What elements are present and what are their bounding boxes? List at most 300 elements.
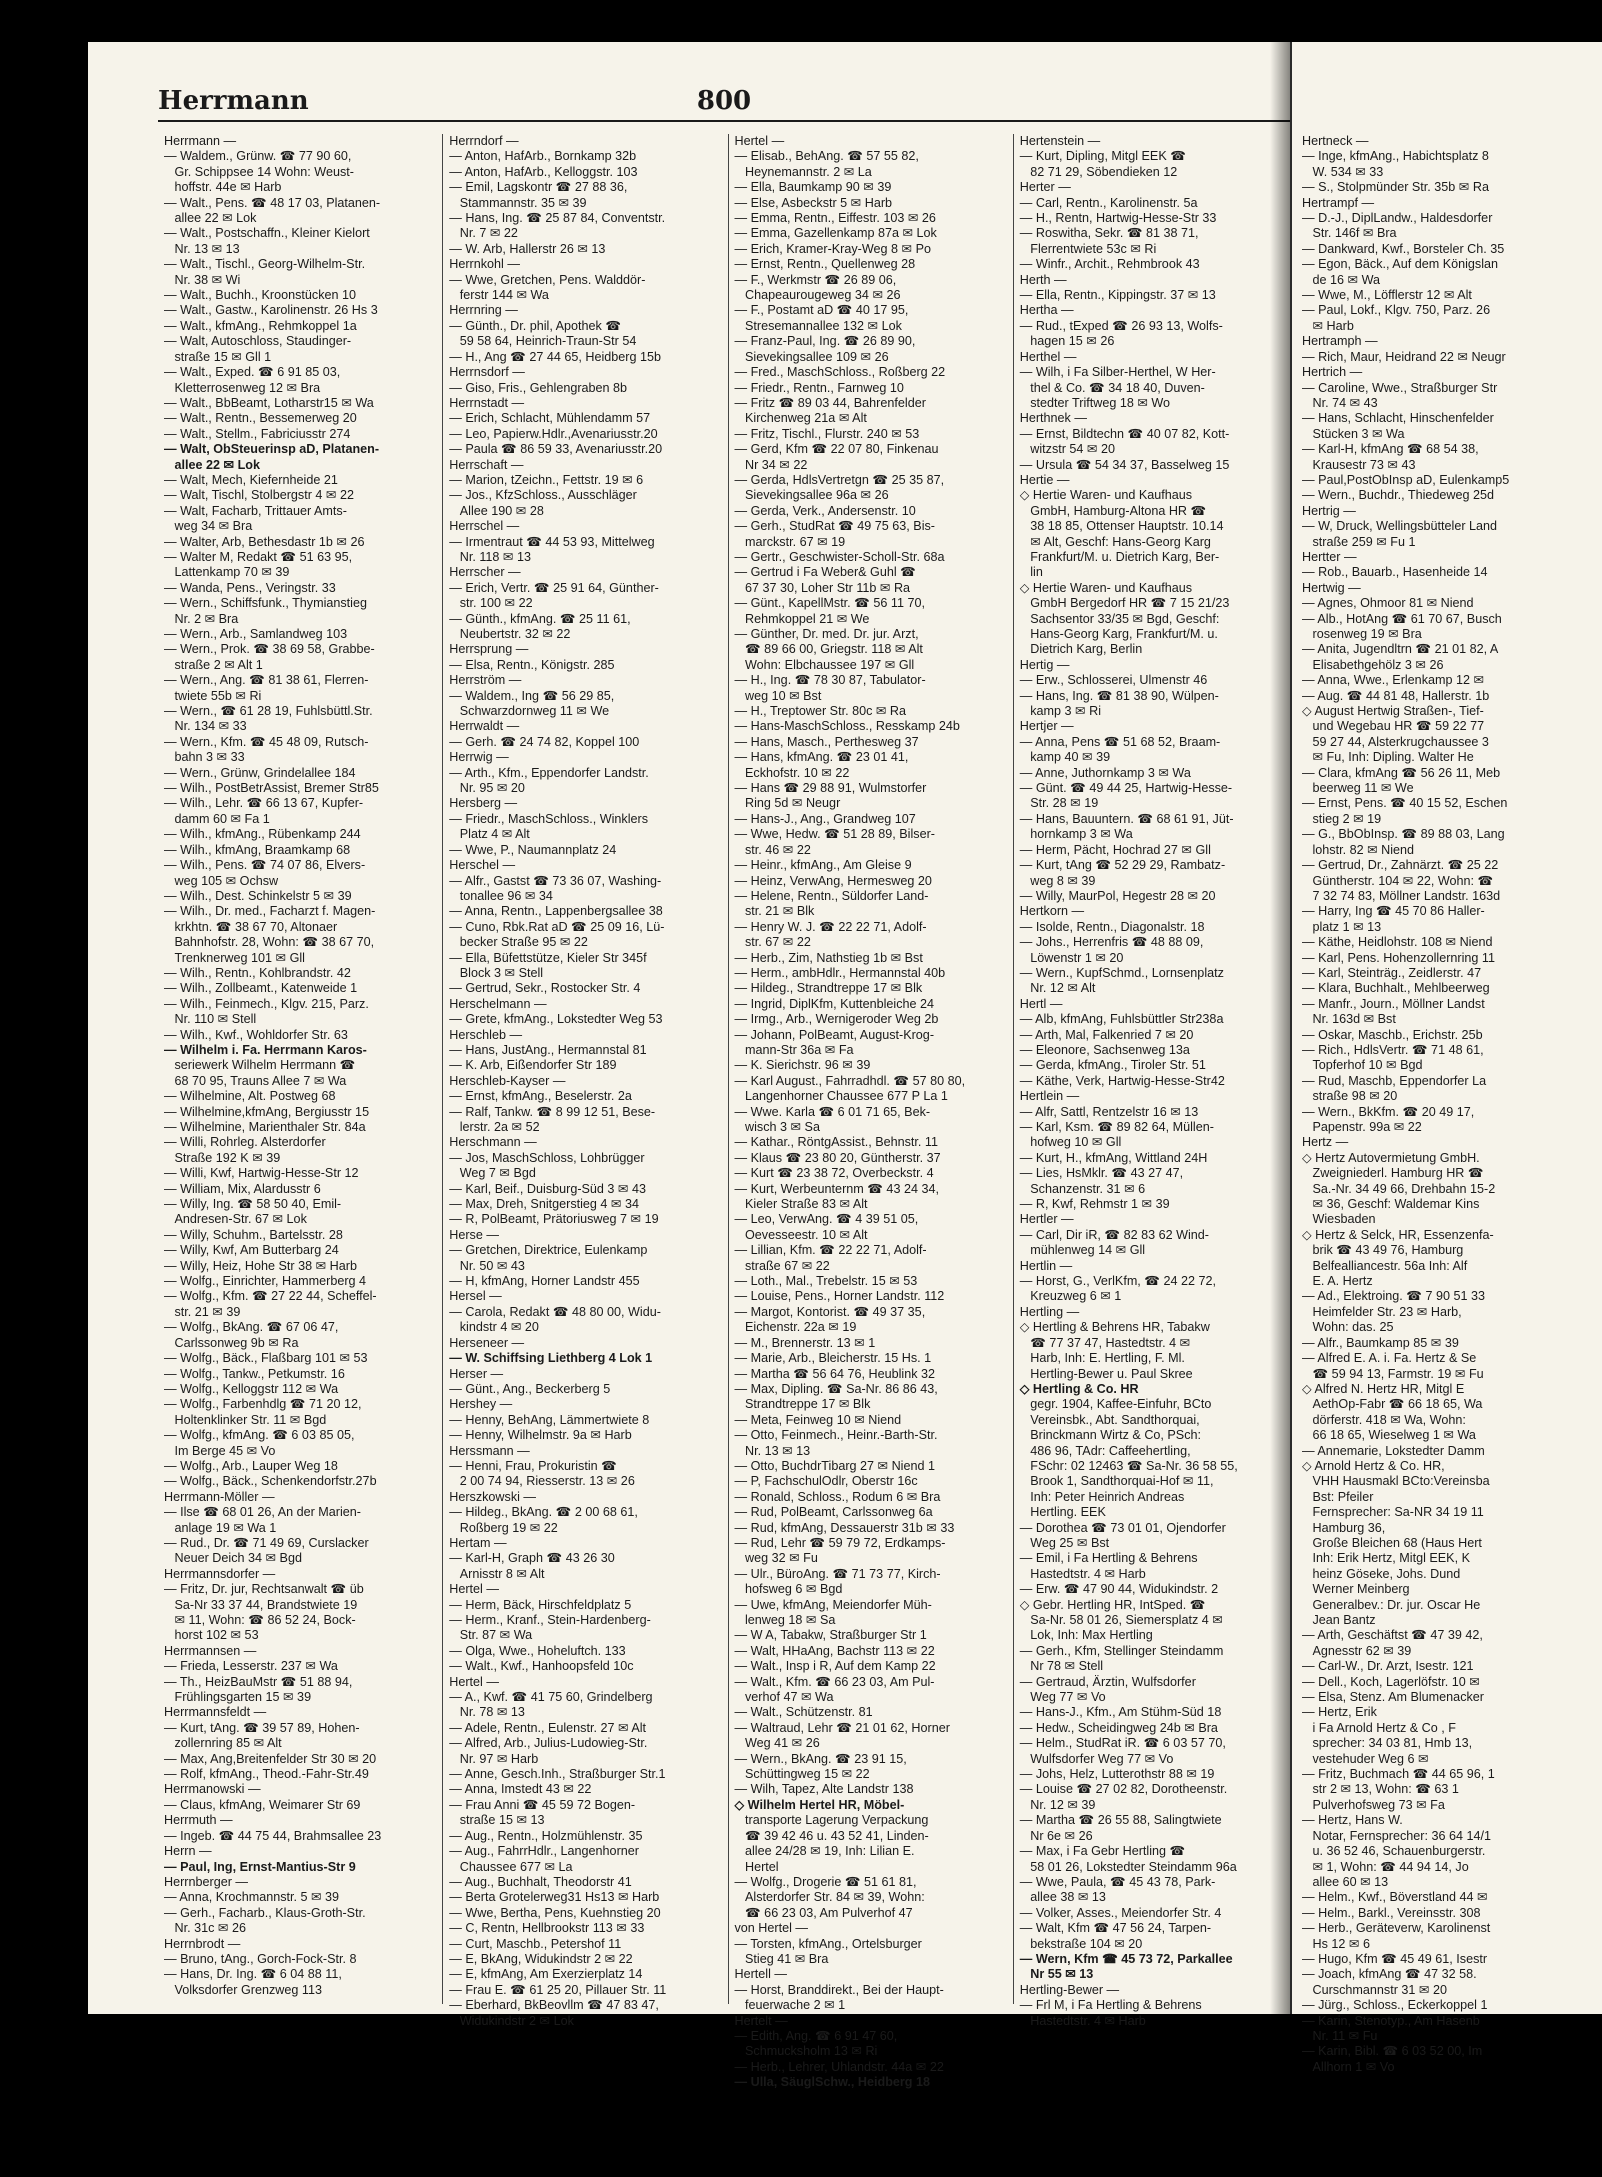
directory-entry: — Ella, Büfettstütze, Kieler Str 345f bbox=[449, 950, 647, 965]
directory-entry: — Gertrud, Sekr., Rostocker Str. 4 bbox=[449, 981, 641, 996]
facing-page-entry: straße 98 ✉ 20 bbox=[1302, 1089, 1398, 1104]
facing-page-entry: — Wern., BkKfm. ☎ 20 49 17, bbox=[1302, 1104, 1475, 1119]
directory-entry: ☎ 66 23 03, Am Pulverhof 47 bbox=[734, 1905, 913, 1920]
directory-entry: twiete 55b ✉ Ri bbox=[164, 688, 262, 703]
directory-entry: — R, Kwf, Rehmstr 1 ✉ 39 bbox=[1019, 1197, 1170, 1212]
directory-entry: — W A, Tabakw, Straßburger Str 1 bbox=[734, 1628, 927, 1643]
directory-entry: — Günt., Ang., Beckerberg 5 bbox=[449, 1381, 611, 1396]
directory-entry: — Carl, Rentn., Karolinenstr. 5a bbox=[1019, 195, 1198, 210]
facing-page-entry: Wiesbaden bbox=[1302, 1212, 1376, 1227]
directory-entry: Langenhorner Chaussee 677 P La 1 bbox=[734, 1089, 948, 1104]
directory-entry: — Herm, Pächt, Hochrad 27 ✉ Gll bbox=[1019, 842, 1211, 857]
directory-entry: — Henny, Wilhelmstr. 9a ✉ Harb bbox=[449, 1428, 632, 1443]
page-number: 800 bbox=[696, 86, 752, 116]
directory-entry: str. 21 ✉ Blk bbox=[734, 904, 815, 919]
directory-entry: — Wolfg., Bäck., Schenkendorfstr.27b bbox=[164, 1474, 377, 1489]
directory-entry: Herschelmann — bbox=[449, 996, 547, 1011]
directory-entry: — Helm., StudRat iR. ☎ 6 03 57 70, bbox=[1019, 1736, 1226, 1751]
directory-entry: becker Straße 95 ✉ 22 bbox=[449, 935, 588, 950]
directory-entry: Schwarzdornweg 11 ✉ We bbox=[449, 704, 610, 719]
directory-entry: Herrnberger — bbox=[164, 1874, 248, 1889]
facing-page-entry: — Egon, Bäck., Auf dem Königslan bbox=[1302, 257, 1499, 272]
directory-entry: — Günth., kfmAng. ☎ 25 11 61, bbox=[449, 611, 631, 626]
facing-page-entry: ◇ Hertz Autovermietung GmbH. bbox=[1302, 1150, 1480, 1165]
directory-entry: 486 96, TAdr: Caffeehertling, bbox=[1019, 1443, 1191, 1458]
directory-entry: lenweg 18 ✉ Sa bbox=[734, 1613, 836, 1627]
directory-entry: Herrschel — bbox=[449, 519, 520, 534]
directory-entry: — E, kfmAng, Am Exerzierplatz 14 bbox=[449, 1967, 643, 1982]
directory-entry: — Hildeg., BkAng. ☎ 2 00 68 61, bbox=[449, 1505, 638, 1520]
facing-page-entry: E. A. Hertz bbox=[1302, 1274, 1373, 1289]
directory-entry: Hertjer — bbox=[1019, 719, 1074, 734]
directory-entry: ferstr 144 ✉ Wa bbox=[449, 288, 549, 303]
directory-entry: weg 32 ✉ Fu bbox=[734, 1551, 818, 1566]
directory-entry: — F., Werkmstr ☎ 26 89 06, bbox=[734, 272, 897, 287]
directory-entry: — Wilh, i Fa Silber-Herthel, W Her- bbox=[1019, 365, 1216, 380]
facing-page-entry: ✉ Harb bbox=[1302, 318, 1354, 333]
directory-entry: — Ronald, Schloss., Rodum 6 ✉ Bra bbox=[734, 1489, 941, 1504]
directory-entry: Herthel — bbox=[1019, 349, 1077, 364]
directory-entry: — H., Ang ☎ 27 44 65, Heidberg 15b bbox=[449, 349, 661, 364]
directory-entry: — Rud, PolBeamt, Carlssonweg 6a bbox=[734, 1505, 933, 1520]
facing-page-entry: Große Bleichen 68 (Haus Hert bbox=[1302, 1535, 1482, 1550]
directory-entry: — Otto, BuchdrTibarg 27 ✉ Niend 1 bbox=[734, 1458, 935, 1473]
facing-page-entry: Nr. 11 ✉ Fu bbox=[1302, 2028, 1378, 2043]
directory-entry: — Wwe, Gretchen, Pens. Walddör- bbox=[449, 272, 646, 287]
directory-entry: Kletterrosenweg 12 ✉ Bra bbox=[164, 380, 321, 395]
directory-entry: Herrmann — bbox=[164, 134, 237, 148]
directory-entry: — Franz-Paul, Ing. ☎ 26 89 90, bbox=[734, 334, 916, 349]
directory-entry: — Wilh., kfmAng., Rübenkamp 244 bbox=[164, 827, 361, 842]
directory-entry: — R, PolBeamt, Prätoriusweg 7 ✉ 19 bbox=[449, 1212, 659, 1227]
directory-page bbox=[88, 42, 1300, 2090]
facing-page-entry: — D.-J., DiplLandw., Haldesdorfer bbox=[1302, 211, 1493, 226]
facing-page-entry: stieg 2 ✉ 19 bbox=[1302, 811, 1382, 826]
directory-entry: Carlssonweg 9b ✉ Ra bbox=[164, 1335, 299, 1350]
running-head: Herrmann bbox=[158, 86, 309, 116]
directory-entry: — Wilhelmine, Alt. Postweg 68 bbox=[164, 1089, 336, 1104]
directory-entry: — Gerh. ☎ 24 74 82, Koppel 100 bbox=[449, 734, 640, 749]
directory-entry: — Kurt, tAng ☎ 52 29 29, Rambatz- bbox=[1019, 858, 1226, 873]
directory-entry: straße 67 ✉ 22 bbox=[734, 1258, 830, 1273]
directory-entry: — Ernst, Rentn., Quellenweg 28 bbox=[734, 257, 916, 272]
directory-entry: Gr. Schippsee 14 Wohn: Weust- bbox=[164, 164, 354, 179]
directory-entry: Löwenstr 1 ✉ 20 bbox=[1019, 950, 1124, 965]
directory-entry: Herrström — bbox=[449, 673, 522, 688]
directory-entry: — W. Schiffsing Liethberg 4 Lok 1 bbox=[449, 1351, 653, 1366]
directory-entry: Herrmuth — bbox=[164, 1813, 233, 1828]
directory-entry: Neuer Deich 34 ✉ Bgd bbox=[164, 1551, 302, 1566]
directory-entry: — Hans, JustAng., Hermannstal 81 bbox=[449, 1042, 647, 1057]
directory-entry: — Wern., BkAng. ☎ 23 91 15, bbox=[734, 1751, 907, 1766]
directory-entry: — Paul, Ing, Ernst-Mantius-Str 9 bbox=[164, 1859, 356, 1874]
directory-entry: Weg 7 ✉ Bgd bbox=[449, 1166, 536, 1181]
directory-entry: — Rud, kfmAng, Dessauerstr 31b ✉ 33 bbox=[734, 1520, 955, 1535]
facing-page-entry: i Fa Arnold Hertz & Co , F bbox=[1302, 1720, 1456, 1735]
facing-page-entry: — Käthe, Heidlohstr. 108 ✉ Niend bbox=[1302, 935, 1493, 950]
directory-entry: — Hans, Dr. Ing. ☎ 6 04 88 11, bbox=[164, 1967, 342, 1982]
directory-entry: anlage 19 ✉ Wa 1 bbox=[164, 1520, 277, 1535]
directory-entry: — Walt., Rentn., Bessemerweg 20 bbox=[164, 411, 357, 426]
directory-entry: Str. 87 ✉ Wa bbox=[449, 1628, 533, 1643]
directory-entry: Schanzenstr. 31 ✉ 6 bbox=[1019, 1181, 1146, 1196]
directory-entry: — Claus, kfmAng, Weimarer Str 69 bbox=[164, 1797, 361, 1812]
directory-entry: — Margot, Kontorist. ☎ 49 37 35, bbox=[734, 1304, 926, 1319]
directory-entry: Nr. 95 ✉ 20 bbox=[449, 781, 525, 796]
facing-page-entry: ✉ Fu, Inh: Dipling. Walter He bbox=[1302, 750, 1474, 765]
directory-entry: — Erich, Vertr. ☎ 25 91 64, Günther- bbox=[449, 580, 659, 595]
directory-entry: — Ernst, kfmAng., Beselerstr. 2a bbox=[449, 1089, 632, 1104]
directory-entry: feuerwache 2 ✉ 1 bbox=[734, 1998, 846, 2013]
directory-entry: Hertkorn — bbox=[1019, 904, 1085, 919]
directory-entry: — Torsten, kfmAng., Ortelsburger bbox=[734, 1936, 922, 1951]
directory-entry: — Walt., Kfm. ☎ 66 23 03, Am Pul- bbox=[734, 1674, 935, 1689]
directory-entry: allee 22 ✉ Lok bbox=[164, 211, 257, 226]
directory-entry: — Elsa, Rentn., Königstr. 285 bbox=[449, 657, 615, 672]
directory-entry: — Eleonore, Sachsenweg 13a bbox=[1019, 1042, 1190, 1057]
directory-entry: — Heinz, VerwAng, Hermesweg 20 bbox=[734, 873, 932, 888]
directory-entry: — Waldem., Ing ☎ 56 29 85, bbox=[449, 688, 615, 703]
directory-entry: — Wolfg., Tankw., Petkumstr. 16 bbox=[164, 1366, 345, 1381]
directory-entry: — Giso, Fris., Gehlengraben 8b bbox=[449, 380, 628, 395]
facing-page-entry: ☎ 59 94 13, Farmstr. 19 ✉ Fu bbox=[1302, 1366, 1484, 1381]
directory-entry: — Anton, HafArb., Kelloggstr. 103 bbox=[449, 164, 638, 179]
directory-entry: — Hedw., Scheidingweg 24b ✉ Bra bbox=[1019, 1720, 1218, 1735]
directory-entry: Herter — bbox=[1019, 180, 1071, 195]
directory-entry: — Kurt, Werbeunternm ☎ 43 24 34, bbox=[734, 1181, 939, 1196]
facing-page-entry: — Manfr., Journ., Möllner Landst bbox=[1302, 996, 1485, 1011]
directory-entry: Sievekingsallee 109 ✉ 26 bbox=[734, 349, 889, 364]
directory-entry: — Wolfg., Kelloggstr 112 ✉ Wa bbox=[164, 1381, 339, 1396]
directory-entry: — Karl August., Fahrradhdl. ☎ 57 80 80, bbox=[734, 1073, 966, 1088]
directory-entry: — Frau E. ☎ 61 25 20, Pillauer Str. 11 bbox=[449, 1982, 667, 1997]
directory-entry: — Alfr, Sattl, Rentzelstr 16 ✉ 13 bbox=[1019, 1104, 1199, 1119]
facing-page-entry: — Dankward, Kwf., Borsteler Ch. 35 bbox=[1302, 241, 1505, 256]
directory-entry: GmbH, Hamburg-Altona HR ☎ bbox=[1019, 503, 1207, 518]
directory-entry: Hertha — bbox=[1019, 303, 1074, 318]
directory-entry: — P, FachschulOdlr, Oberstr 16c bbox=[734, 1474, 918, 1489]
directory-entry: Herrmannsfeldt — bbox=[164, 1705, 267, 1720]
directory-entry: ◇ Hertling & Co. HR bbox=[1019, 1381, 1139, 1396]
facing-page-entry: straße 259 ✉ Fu 1 bbox=[1302, 534, 1416, 549]
directory-entry: Herrn — bbox=[164, 1844, 212, 1859]
facing-page-entry: Generalbev.: Dr. jur. Oscar He bbox=[1302, 1597, 1481, 1612]
directory-entry: — Hans ☎ 29 88 91, Wulmstorfer bbox=[734, 781, 927, 796]
facing-page-entry: — Fritz, Buchmach ☎ 44 65 96, 1 bbox=[1302, 1767, 1495, 1782]
directory-entry: Herrnkohl — bbox=[449, 257, 520, 272]
directory-entry: Schmucksholm 13 ✉ Ri bbox=[734, 2044, 878, 2059]
directory-entry: lin bbox=[1019, 565, 1043, 580]
directory-entry: — Ulla, SäuglSchw., Heidberg 18 bbox=[734, 2075, 930, 2090]
directory-entry: von Hertel — bbox=[734, 1921, 808, 1936]
directory-entry: — Aug., FahrrHdlr., Langenhorner bbox=[449, 1844, 639, 1859]
directory-entry: Wulfsdorfer Weg 77 ✉ Vo bbox=[1019, 1751, 1174, 1766]
directory-entry: hoffstr. 44e ✉ Harb bbox=[164, 180, 282, 195]
directory-entry: — Wern., Schiffsfunk., Thymianstieg bbox=[164, 596, 367, 611]
directory-entry: Hans-Georg Karg, Frankfurt/M. u. bbox=[1019, 627, 1218, 641]
directory-entry: — Roswitha, Sekr. ☎ 81 38 71, bbox=[1019, 226, 1199, 241]
directory-entry: — Walt, Autoschloss, Staudinger- bbox=[164, 334, 352, 349]
directory-entry: Herser — bbox=[449, 1366, 504, 1381]
directory-entry: Lok, Inh: Max Hertling bbox=[1019, 1628, 1153, 1643]
directory-entry: — Walt., kfmAng., Rehmkoppel 1a bbox=[164, 318, 357, 333]
directory-entry: — Gerd, Kfm ☎ 22 07 80, Finkenau bbox=[734, 442, 939, 457]
directory-entry: — Wwe, P., Naumannplatz 24 bbox=[449, 842, 617, 857]
facing-page-entry: ◇ Hertz & Selck, HR, Essenzenfa- bbox=[1302, 1227, 1494, 1242]
facing-page-entry: brik ☎ 43 49 76, Hamburg bbox=[1302, 1243, 1464, 1258]
directory-entry: — Wolfg., Kfm. ☎ 27 22 44, Scheffel- bbox=[164, 1289, 377, 1304]
facing-page-entry: Pulverhofsweg 73 ✉ Fa bbox=[1302, 1797, 1445, 1812]
directory-entry: Herrschaft — bbox=[449, 457, 524, 472]
directory-entry: — Rolf, kfmAng., Theod.-Fahr-Str.49 bbox=[164, 1767, 369, 1782]
directory-entry: Herrsprung — bbox=[449, 642, 529, 657]
directory-entry: Herschleb-Kayser — bbox=[449, 1073, 566, 1088]
directory-entry: — Waldem., Grünw. ☎ 77 90 60, bbox=[164, 149, 352, 164]
directory-entry: Nr 34 ✉ 22 bbox=[734, 457, 808, 472]
directory-entry: — Anne, Gesch.Inh., Straßburger Str.1 bbox=[449, 1767, 666, 1782]
directory-entry: — Hans, kfmAng. ☎ 23 01 41, bbox=[734, 750, 909, 765]
directory-entry: Nr 78 ✉ Stell bbox=[1019, 1659, 1104, 1674]
facing-page-entry: de 16 ✉ Wa bbox=[1302, 272, 1380, 287]
directory-entry: — Willy, Kwf, Am Butterbarg 24 bbox=[164, 1243, 339, 1258]
facing-page-entry: — Ad., Elektroing. ☎ 7 90 51 33 bbox=[1302, 1289, 1486, 1304]
directory-entry: — Martha ☎ 56 64 76, Heublink 32 bbox=[734, 1366, 936, 1381]
facing-page-fragment bbox=[1290, 42, 1602, 2074]
directory-entry: — Horst, G., VerlKfm, ☎ 24 22 72, bbox=[1019, 1274, 1217, 1289]
directory-entry: allee 38 ✉ 13 bbox=[1019, 1890, 1106, 1905]
facing-page-entry: W. 534 ✉ 33 bbox=[1302, 164, 1384, 179]
facing-page-entry: Hertz — bbox=[1302, 1135, 1349, 1150]
directory-entry: — Wolfg., Drogerie ☎ 51 61 81, bbox=[734, 1874, 917, 1889]
facing-page-entry: Allhorn 1 ✉ Vo bbox=[1302, 2059, 1395, 2074]
directory-entry: — Hans, Ing. ☎ 81 38 90, Wülpen- bbox=[1019, 688, 1219, 703]
facing-page-entry: — Wern., Buchdr., Thiedeweg 25d bbox=[1302, 488, 1495, 503]
directory-entry: — Leo, Papierw.Hdlr.,Avenariusstr.20 bbox=[449, 426, 658, 441]
directory-entry: Hertel — bbox=[449, 1674, 499, 1689]
directory-entry: — Ulr., BüroAng. ☎ 71 73 77, Kirch- bbox=[734, 1566, 941, 1581]
directory-entry: — Wilhelmine, Marienthaler Str. 84a bbox=[164, 1120, 366, 1134]
directory-entry: stedter Triftweg 18 ✉ Wo bbox=[1019, 395, 1171, 410]
facing-page-entry: Wohn: das. 25 bbox=[1302, 1320, 1394, 1335]
directory-entry: — Wilhelm i. Fa. Herrmann Karos- bbox=[164, 1042, 367, 1057]
directory-entry: — Anne, Juthornkamp 3 ✉ Wa bbox=[1019, 765, 1191, 780]
facing-page-entry: — Arth, Geschäftst ☎ 47 39 42, bbox=[1302, 1628, 1483, 1643]
directory-entry: Hersberg — bbox=[449, 796, 518, 811]
directory-entry: — Gerda, kfmAng., Tiroler Str. 51 bbox=[1019, 1058, 1206, 1073]
directory-entry: straße 2 ✉ Alt 1 bbox=[164, 657, 263, 672]
facing-page-entry: — Rud, Maschb, Eppendorfer La bbox=[1302, 1073, 1487, 1088]
facing-page-entry: ◇ Arnold Hertz & Co. HR, bbox=[1302, 1458, 1445, 1473]
directory-entry: — Walt., Buchh., Kroonstücken 10 bbox=[164, 288, 357, 303]
directory-entry: bahn 3 ✉ 33 bbox=[164, 750, 245, 765]
directory-entry: Nr. 13 ✉ 13 bbox=[164, 241, 240, 256]
directory-entry: — Willy, MaurPol, Hegestr 28 ✉ 20 bbox=[1019, 888, 1216, 903]
directory-entry: Rehmkoppel 21 ✉ We bbox=[734, 611, 870, 626]
directory-entry: Herrmannsen — bbox=[164, 1643, 257, 1658]
facing-page-entry: — Rob., Bauarb., Hasenheide 14 bbox=[1302, 565, 1488, 580]
directory-entry: — Fritz ☎ 89 03 44, Bahrenfelder bbox=[734, 395, 926, 410]
facing-page-entry: — Karl, Pens. Hohenzollernring 11 bbox=[1302, 950, 1495, 965]
directory-entry: — Hildeg., Strandtreppe 17 ✉ Blk bbox=[734, 981, 923, 996]
directory-entry: Volksdorfer Grenzweg 113 bbox=[164, 1982, 322, 1997]
facing-page-entry: Sa.-Nr. 34 49 66, Drehbahn 15-2 bbox=[1302, 1181, 1496, 1196]
directory-entry: — Gerh., Facharb., Klaus-Groth-Str. bbox=[164, 1905, 366, 1920]
directory-entry: Chaussee 677 ✉ La bbox=[449, 1859, 573, 1874]
facing-page-entry: — Joach, kfmAng ☎ 47 32 58. bbox=[1302, 1967, 1477, 1982]
directory-entry: Kreuzweg 6 ✉ 1 bbox=[1019, 1289, 1122, 1304]
directory-entry: — Marion, tZeichn., Fettstr. 19 ✉ 6 bbox=[449, 472, 644, 487]
facing-page-entry: u. 36 52 46, Schauenburgerstr. bbox=[1302, 1844, 1486, 1859]
facing-page-entry: Agnesstr 62 ✉ 39 bbox=[1302, 1643, 1412, 1658]
directory-entry: — Dorothea ☎ 73 01 01, Ojendorfer bbox=[1019, 1520, 1226, 1535]
directory-entry: — Wolfg., kfmAng. ☎ 6 03 85 05, bbox=[164, 1428, 355, 1443]
directory-entry: — Walt., Postschaffn., Kleiner Kielort bbox=[164, 226, 370, 241]
directory-entry: — Karl, Beif., Duisburg-Süd 3 ✉ 43 bbox=[449, 1181, 646, 1196]
directory-entry: — Wilh., Lehr. ☎ 66 13 67, Kupfer- bbox=[164, 796, 364, 811]
facing-page-entry: 7 32 74 83, Möllner Landstr. 163d bbox=[1302, 888, 1501, 903]
directory-entry: — Irmg., Arb., Wernigeroder Weg 2b bbox=[734, 1012, 939, 1027]
facing-page-entry: — Rich, Maur, Heidrand 22 ✉ Neugr bbox=[1302, 349, 1506, 364]
directory-entry: Herseneer — bbox=[449, 1335, 525, 1350]
directory-entry: Nr 6e ✉ 26 bbox=[1019, 1828, 1093, 1843]
facing-page-entry: 66 18 65, Wieselweg 1 ✉ Wa bbox=[1302, 1428, 1476, 1443]
directory-entry: — Walt, Facharb, Trittauer Amts- bbox=[164, 503, 347, 518]
directory-entry: — Wern., Grünw, Grindelallee 184 bbox=[164, 765, 356, 780]
directory-entry: — Kathar., RöntgAssist., Behnstr. 11 bbox=[734, 1135, 938, 1150]
directory-entry: Nr. 31c ✉ 26 bbox=[164, 1921, 246, 1936]
directory-entry: Hertlin — bbox=[1019, 1258, 1073, 1273]
directory-entry: — Kurt ☎ 23 38 72, Overbeckstr. 4 bbox=[734, 1166, 934, 1181]
directory-entry: — Fritz, Dr. jur, Rechtsanwalt ☎ üb bbox=[164, 1582, 364, 1597]
directory-entry: Herrwaldt — bbox=[449, 719, 520, 734]
directory-entry: Kieler Straße 83 ✉ Alt bbox=[734, 1197, 868, 1212]
directory-entry: — Willy, Schuhm., Bartelsstr. 28 bbox=[164, 1227, 343, 1242]
directory-entry: — Kurt, H., kfmAng, Wittland 24H bbox=[1019, 1150, 1208, 1165]
directory-entry: — Otto, Feinmech., Heinr.-Barth-Str. bbox=[734, 1428, 938, 1443]
facing-page-entry: Inh: Erik Hertz, Mitgl EEK, K bbox=[1302, 1551, 1470, 1566]
directory-entry: — Carola, Redakt ☎ 48 80 00, Widu- bbox=[449, 1304, 661, 1319]
directory-entry: Kirchenweg 21a ✉ Alt bbox=[734, 411, 867, 426]
facing-page-entry: — Wwe, M., Löfflerstr 12 ✉ Alt bbox=[1302, 288, 1472, 303]
directory-entry: — Wolfg., Bäck., Flaßbarg 101 ✉ 53 bbox=[164, 1351, 368, 1366]
directory-entry: Dietrich Karg, Berlin bbox=[1019, 642, 1143, 657]
directory-entry: 38 18 85, Ottenser Hauptstr. 10.14 bbox=[1019, 519, 1224, 534]
directory-entry: — Louise, Pens., Horner Landstr. 112 bbox=[734, 1289, 945, 1304]
directory-entry: — Walt., Tischl., Georg-Wilhelm-Str. bbox=[164, 257, 366, 272]
directory-entry: — Frl M, i Fa Hertling & Behrens bbox=[1019, 1998, 1202, 2013]
directory-entry: Hertig — bbox=[1019, 657, 1070, 672]
directory-entry: — Emil, i Fa Hertling & Behrens bbox=[1019, 1551, 1198, 1566]
directory-entry: — Winfr., Archit., Rehmbrook 43 bbox=[1019, 257, 1200, 272]
directory-entry: — Hans-MaschSchloss., Resskamp 24b bbox=[734, 719, 960, 734]
directory-entry: Herrnbrodt — bbox=[164, 1936, 241, 1951]
directory-entry: Herschleb — bbox=[449, 1027, 523, 1042]
directory-entry: Oevesseestr. 10 ✉ Alt bbox=[734, 1227, 868, 1242]
directory-entry: — Curt, Maschb., Petershof 11 bbox=[449, 1936, 622, 1951]
facing-page-entry: — Elsa, Stenz. Am Blumenacker bbox=[1302, 1690, 1484, 1705]
directory-entry: — H, kfmAng, Horner Landstr 455 bbox=[449, 1274, 640, 1289]
directory-entry: — Lillian, Kfm. ☎ 22 22 71, Adolf- bbox=[734, 1243, 927, 1258]
facing-page-entry: Papenstr. 99a ✉ 22 bbox=[1302, 1120, 1422, 1134]
directory-entry: — Berta Grotelerweg31 Hs13 ✉ Harb bbox=[449, 1890, 660, 1905]
facing-page-entry: Güntherstr. 104 ✉ 22, Wohn: ☎ bbox=[1302, 873, 1494, 888]
directory-entry: Allee 190 ✉ 28 bbox=[449, 503, 544, 518]
directory-entry: Nr. 97 ✉ Harb bbox=[449, 1751, 539, 1766]
directory-entry: — Wilh., Dr. med., Facharzt f. Magen- bbox=[164, 904, 376, 919]
directory-entry: — Wilh., Kwf., Wohldorfer Str. 63 bbox=[164, 1027, 348, 1042]
directory-entry: — C, Rentn, Hellbrookstr 113 ✉ 33 bbox=[449, 1921, 645, 1936]
facing-page-entry: sprecher: 34 03 81, Hmb 13, bbox=[1302, 1736, 1473, 1751]
directory-entry: Sachsentor 33/35 ✉ Bgd, Geschf: bbox=[1019, 611, 1220, 626]
directory-entry: hofsweg 6 ✉ Bgd bbox=[734, 1582, 843, 1597]
directory-entry: — Leo, VerwAng. ☎ 4 39 51 05, bbox=[734, 1212, 919, 1227]
directory-entry: weg 34 ✉ Bra bbox=[164, 519, 253, 534]
facing-page-entry: Hertwig — bbox=[1302, 580, 1361, 595]
directory-entry: Block 3 ✉ Stell bbox=[449, 965, 544, 980]
facing-page-entry: Topferhof 10 ✉ Bgd bbox=[1302, 1058, 1423, 1073]
directory-entry: 59 58 64, Heinrich-Traun-Str 54 bbox=[449, 334, 637, 349]
directory-entry: Herszkowski — bbox=[449, 1489, 537, 1504]
directory-entry: — Wern., ☎ 61 28 19, Fuhlsbüttl.Str. bbox=[164, 704, 373, 719]
facing-page-entry: — Annemarie, Lokstedter Damm bbox=[1302, 1443, 1485, 1458]
directory-entry: Andresen-Str. 67 ✉ Lok bbox=[164, 1212, 307, 1227]
directory-entry: — Ilse ☎ 68 01 26, An der Marien- bbox=[164, 1505, 361, 1520]
facing-page-entry: Zweigniederl. Hamburg HR ☎ bbox=[1302, 1166, 1484, 1181]
directory-entry: Widukindstr 2 ✉ Lok bbox=[449, 2013, 574, 2028]
directory-entry: — Günth., Dr. phil, Apothek ☎ bbox=[449, 318, 622, 333]
directory-entry: Hertell — bbox=[734, 1967, 787, 1982]
column-3 bbox=[728, 134, 1013, 2090]
facing-page-entry: Belfealliancestr. 56a Inh: Alf bbox=[1302, 1258, 1468, 1273]
directory-entry: ☎ 77 37 47, Hastedtstr. 4 ✉ bbox=[1019, 1335, 1191, 1350]
directory-entry: — Gertraud, Ärztin, Wulfsdorfer bbox=[1019, 1674, 1196, 1689]
facing-page-entry: — G., BbObInsp. ☎ 89 88 03, Lang bbox=[1302, 827, 1505, 842]
directory-entry: Weg 77 ✉ Vo bbox=[1019, 1690, 1106, 1705]
facing-page-entry: — Herb., Geräteverw, Karolinenst bbox=[1302, 1921, 1491, 1936]
directory-entry: — E, BkAng, Widukindstr 2 ✉ 22 bbox=[449, 1951, 633, 1966]
directory-entry: — Elisab., BehAng. ☎ 57 55 82, bbox=[734, 149, 919, 164]
directory-entry: marckstr. 67 ✉ 19 bbox=[734, 534, 846, 549]
directory-entry: str. 100 ✉ 22 bbox=[449, 596, 533, 611]
directory-entry: — Alfr., Gastst ☎ 73 36 07, Washing- bbox=[449, 873, 662, 888]
directory-entry: Herrmann-Möller — bbox=[164, 1489, 275, 1504]
directory-entry: — Willi, Rohrleg. Alsterdorfer bbox=[164, 1135, 326, 1150]
directory-entry: — Wwe, Paula, ☎ 45 43 78, Park- bbox=[1019, 1874, 1216, 1889]
directory-entry: kamp 40 ✉ 39 bbox=[1019, 750, 1111, 765]
directory-entry: Nr. 118 ✉ 13 bbox=[449, 549, 531, 564]
directory-entry: Vereinsbk., Abt. Sandthorquai, bbox=[1019, 1412, 1200, 1427]
directory-entry: — Wilh., Dest. Schinkelstr 5 ✉ 39 bbox=[164, 888, 352, 903]
directory-entry: — Lies, HsMklr. ☎ 43 27 47, bbox=[1019, 1166, 1184, 1181]
directory-entry: — Kurt, tAng. ☎ 39 57 89, Hohen- bbox=[164, 1720, 360, 1735]
directory-entry: Herrmanowski — bbox=[164, 1782, 261, 1797]
directory-entry: Nr. 13 ✉ 13 bbox=[734, 1443, 811, 1458]
directory-entry: 68 70 95, Trauns Allee 7 ✉ Wa bbox=[164, 1073, 347, 1088]
directory-entry: Hertel bbox=[734, 1859, 779, 1874]
directory-entry: — Herm., Kranf., Stein-Hardenberg- bbox=[449, 1613, 651, 1627]
directory-entry: — Walt, HHaAng, Bachstr 113 ✉ 22 bbox=[734, 1643, 935, 1658]
directory-entry: — Wilh., Rentn., Kohlbrandstr. 42 bbox=[164, 965, 351, 980]
directory-entry: Hertlein — bbox=[1019, 1089, 1080, 1104]
directory-entry: — Walt, Kfm ☎ 47 56 24, Tarpen- bbox=[1019, 1921, 1212, 1936]
directory-entry: — Wolfg., BkAng. ☎ 67 06 47, bbox=[164, 1320, 339, 1335]
facing-page-entry: ◇ Alfred N. Hertz HR, Mitgl E bbox=[1302, 1381, 1465, 1396]
directory-entry: Nr. 12 ✉ 39 bbox=[1019, 1797, 1096, 1812]
directory-entry: — Klaus ☎ 23 80 20, Güntherstr. 37 bbox=[734, 1150, 941, 1165]
directory-entry: — Anna, Krochmannstr. 5 ✉ 39 bbox=[164, 1890, 340, 1905]
facing-page-column bbox=[1302, 134, 1602, 2075]
directory-entry: weg 105 ✉ Ochsw bbox=[164, 873, 279, 888]
